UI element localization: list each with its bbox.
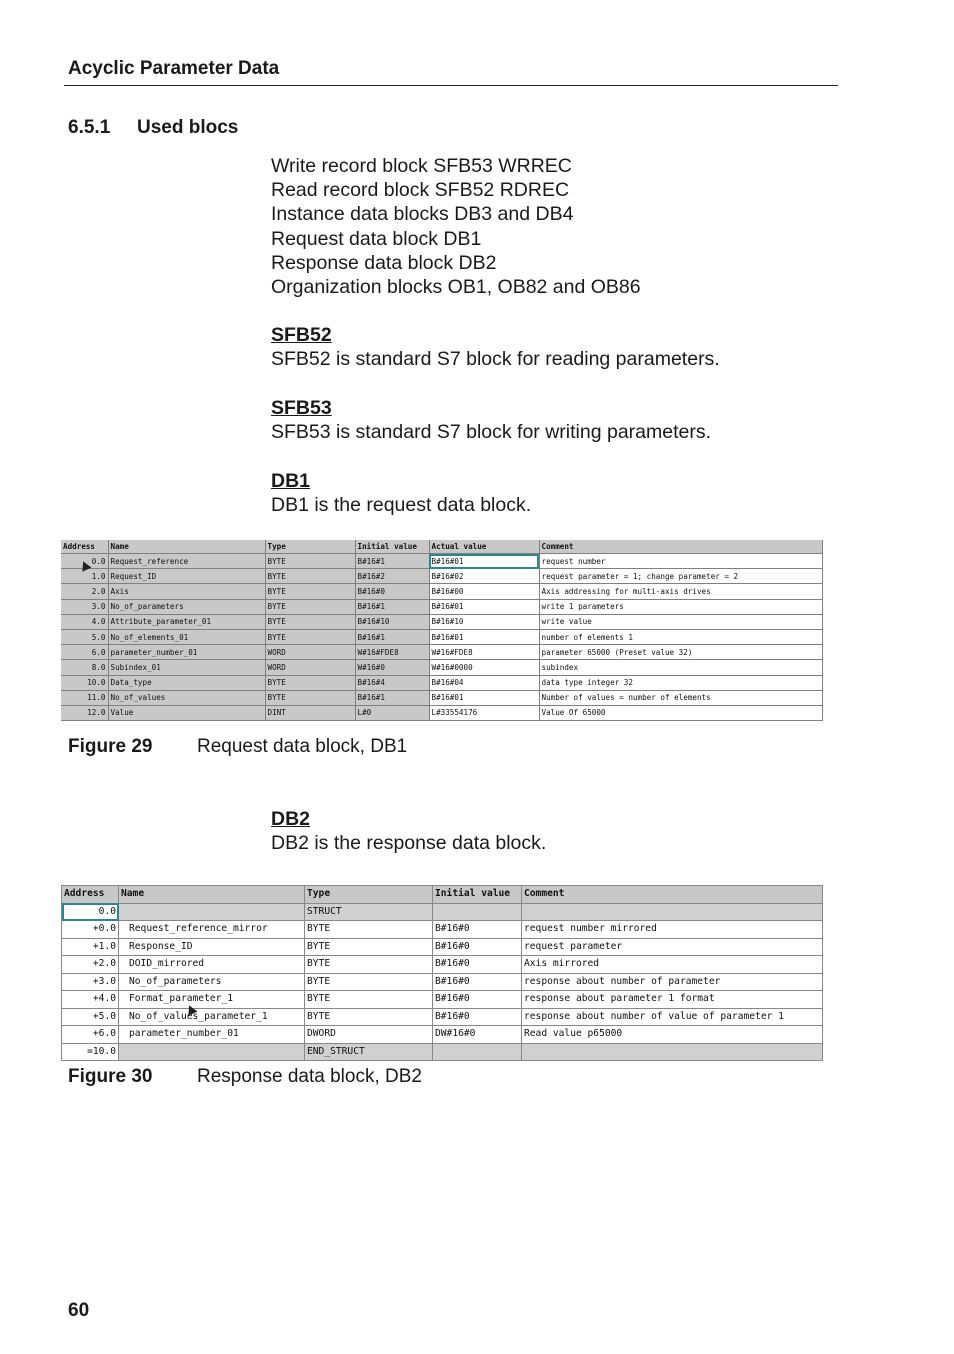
header-rule (64, 85, 838, 86)
table-cell[interactable]: Axis mirrored (522, 956, 823, 974)
column-header: Type (305, 886, 433, 904)
table-cell[interactable] (522, 1043, 823, 1061)
table-cell[interactable]: 2.0 (61, 584, 108, 599)
table-cell[interactable]: BYTE (265, 629, 355, 644)
table-cell[interactable]: Axis (108, 584, 265, 599)
table-cell[interactable]: BYTE (265, 599, 355, 614)
table-cell[interactable]: B#16#0 (433, 1008, 522, 1026)
table-cell[interactable]: BYTE (305, 1008, 433, 1026)
table-cell[interactable]: B#16#2 (355, 569, 429, 584)
table-cell[interactable] (119, 1043, 305, 1061)
table-cell[interactable]: 12.0 (61, 705, 108, 720)
table-cell[interactable]: +6.0 (62, 1026, 119, 1044)
table-cell[interactable]: Subindex_01 (108, 660, 265, 675)
table-cell[interactable]: parameter_number_01 (108, 645, 265, 660)
table-cell[interactable]: Request_ID (108, 569, 265, 584)
table-cell[interactable]: data type integer 32 (539, 675, 822, 690)
table-cell[interactable]: BYTE (305, 991, 433, 1009)
table-cell[interactable]: number of elements 1 (539, 629, 822, 644)
table-cell[interactable]: 8.0 (61, 660, 108, 675)
column-header: Comment (539, 540, 822, 554)
table-cell[interactable]: Value Of 65000 (539, 705, 822, 720)
table-cell[interactable]: BYTE (305, 956, 433, 974)
table-row[interactable] (62, 973, 823, 991)
table-cell[interactable]: B#16#0 (433, 973, 522, 991)
table-cell[interactable]: BYTE (305, 938, 433, 956)
table-cell[interactable]: END_STRUCT (305, 1043, 433, 1061)
table-cell[interactable]: B#16#0 (433, 938, 522, 956)
table-cell[interactable]: 10.0 (61, 675, 108, 690)
table-cell[interactable]: request parameter = 1; change parameter = 2 (539, 569, 822, 584)
list-item: Instance data blocks DB3 and DB4 (271, 203, 574, 226)
table-row[interactable] (61, 584, 822, 599)
table-cell[interactable]: 1.0 (61, 569, 108, 584)
table-cell[interactable]: Response_ID (119, 938, 305, 956)
table-cell[interactable]: response about parameter 1 format (522, 991, 823, 1009)
column-header: Name (108, 540, 265, 554)
table-cell[interactable]: +5.0 (62, 1008, 119, 1026)
column-header: Actual value (429, 540, 539, 554)
table-cell[interactable]: B#16#01 (429, 690, 539, 705)
table-cell[interactable]: Value (108, 705, 265, 720)
db2-heading: DB2 (271, 808, 311, 830)
list-item: Write record block SFB53 WRREC (271, 155, 572, 177)
table-row[interactable] (61, 645, 822, 660)
table-cell[interactable]: L#0 (355, 705, 429, 720)
table-cell[interactable]: L#33554176 (429, 705, 539, 720)
column-header: Comment (522, 886, 823, 904)
column-header: Address (61, 540, 108, 554)
table-cell[interactable]: BYTE (265, 569, 355, 584)
sfb53-text: SFB53 is standard S7 block for writing parameters. (271, 421, 712, 444)
table-cell[interactable]: B#16#1 (355, 629, 429, 644)
table-row[interactable] (62, 1043, 823, 1061)
table-cell[interactable]: write 1 parameters (539, 599, 822, 614)
db1-text: DB1 is the request data block. (271, 494, 532, 517)
db1-section (271, 469, 531, 517)
section-title: Used blocs (137, 117, 239, 138)
table-row[interactable] (62, 903, 823, 921)
figure-30-label: Figure 30 (68, 1066, 153, 1087)
table-cell[interactable]: parameter 65000 (Preset value 32) (539, 645, 822, 660)
table-cell[interactable]: 11.0 (61, 690, 108, 705)
table-cell[interactable]: B#16#01 (429, 629, 539, 644)
table-cell[interactable]: No_of_elements_01 (108, 629, 265, 644)
table-cell[interactable]: subindex (539, 660, 822, 675)
table-cell[interactable]: BYTE (305, 973, 433, 991)
table-cell[interactable]: request number mirrored (522, 921, 823, 939)
table-cell[interactable]: B#16#0 (433, 921, 522, 939)
table-row[interactable] (61, 660, 822, 675)
sfb53-section (271, 396, 711, 444)
table-row[interactable] (61, 554, 822, 569)
table-cell[interactable] (433, 903, 522, 921)
table-cell[interactable]: BYTE (305, 921, 433, 939)
table-cell[interactable]: BYTE (265, 675, 355, 690)
table-cell[interactable]: BYTE (265, 614, 355, 629)
table-cell[interactable]: B#16#10 (355, 614, 429, 629)
table-row[interactable] (62, 991, 823, 1009)
table-row[interactable] (62, 1026, 823, 1044)
table-cell[interactable]: No_of_parameters (119, 973, 305, 991)
table-cell[interactable]: Attribute_parameter_01 (108, 614, 265, 629)
table-row[interactable] (61, 629, 822, 644)
table-cell[interactable]: Request_reference_mirror (119, 921, 305, 939)
table-row[interactable] (62, 956, 823, 974)
table-row[interactable] (62, 938, 823, 956)
table-cell[interactable]: 4.0 (61, 614, 108, 629)
table-cell[interactable]: parameter_number_01 (119, 1026, 305, 1044)
sfb53-heading: SFB53 (271, 397, 332, 419)
column-header: Type (265, 540, 355, 554)
figure-29-label: Figure 29 (68, 736, 153, 757)
table-cell[interactable]: 0.0 (62, 903, 119, 921)
table-cell[interactable]: =10.0 (62, 1043, 119, 1061)
table-cell[interactable]: 3.0 (61, 599, 108, 614)
table-cell[interactable]: Read value p65000 (522, 1026, 823, 1044)
table-cell[interactable]: request number (539, 554, 822, 569)
list-item: Request data block DB1 (271, 227, 482, 250)
table-cell[interactable]: No_of_parameters (108, 599, 265, 614)
table-cell[interactable]: Number of values = number of elements (539, 690, 822, 705)
table-cell[interactable]: B#16#01 (429, 599, 539, 614)
table-cell[interactable]: Data_type (108, 675, 265, 690)
column-header: Address (62, 886, 119, 904)
figure-29-caption: Request data block, DB1 (197, 736, 408, 757)
table-cell[interactable]: B#16#4 (355, 675, 429, 690)
table-row[interactable] (61, 675, 822, 690)
table-cell[interactable]: 0.0 (61, 554, 108, 569)
sfb52-heading: SFB52 (271, 324, 332, 346)
table-header-row (61, 540, 822, 554)
db2-text: DB2 is the response data block. (271, 832, 547, 855)
db2-section (271, 807, 546, 855)
list-item: Read record block SFB52 RDREC (271, 179, 570, 202)
table-cell[interactable]: B#16#1 (355, 690, 429, 705)
table-cell[interactable]: 5.0 (61, 629, 108, 644)
table-row[interactable] (62, 921, 823, 939)
table-cell[interactable]: B#16#1 (355, 554, 429, 569)
table-cell[interactable]: BYTE (265, 554, 355, 569)
table-cell[interactable]: BYTE (265, 690, 355, 705)
section-number: 6.5.1 (68, 117, 111, 138)
table-row[interactable] (61, 690, 822, 705)
table-cell[interactable]: B#16#0 (355, 584, 429, 599)
table-row[interactable] (61, 569, 822, 584)
column-header: Initial value (433, 886, 522, 904)
figure-30-caption: Response data block, DB2 (197, 1066, 422, 1087)
db1-heading: DB1 (271, 470, 311, 492)
table-cell[interactable] (433, 1043, 522, 1061)
table-cell[interactable]: DW#16#0 (433, 1026, 522, 1044)
column-header: Initial value (355, 540, 429, 554)
table-cell[interactable] (119, 903, 305, 921)
table-cell[interactable]: BYTE (265, 584, 355, 599)
table-row[interactable] (61, 705, 822, 720)
table-cell[interactable]: Format_parameter_1 (119, 991, 305, 1009)
table-cell[interactable]: WORD (265, 660, 355, 675)
table-cell[interactable]: No_of_values (108, 690, 265, 705)
table-cell[interactable]: WORD (265, 645, 355, 660)
table-row[interactable] (62, 1008, 823, 1026)
table-cell[interactable]: B#16#02 (429, 569, 539, 584)
table-cell[interactable]: 6.0 (61, 645, 108, 660)
table-cell[interactable]: B#16#0 (433, 956, 522, 974)
table-cell[interactable]: B#16#04 (429, 675, 539, 690)
table-cell[interactable]: response about number of parameter (522, 973, 823, 991)
table-cell[interactable]: request parameter (522, 938, 823, 956)
page-number: 60 (68, 1300, 90, 1321)
table-cell[interactable]: B#16#1 (355, 599, 429, 614)
table-cell[interactable]: +3.0 (62, 973, 119, 991)
table-cell[interactable]: STRUCT (305, 903, 433, 921)
table-cell[interactable]: No_of_values_parameter_1 (119, 1008, 305, 1026)
table-cell[interactable]: +0.0 (62, 921, 119, 939)
table-cell[interactable]: +4.0 (62, 991, 119, 1009)
table-header-row (62, 886, 823, 904)
running-header: Acyclic Parameter Data (68, 58, 280, 79)
sfb52-text: SFB52 is standard S7 block for reading parameters. (271, 348, 720, 371)
table-cell[interactable]: W#16#FDE8 (429, 645, 539, 660)
table-cell[interactable]: +1.0 (62, 938, 119, 956)
table-cell[interactable]: DOID_mirrored (119, 956, 305, 974)
table-cell[interactable]: write value (539, 614, 822, 629)
table-cell[interactable]: DWORD (305, 1026, 433, 1044)
table-row[interactable] (61, 599, 822, 614)
table-cell[interactable]: B#16#01 (429, 554, 539, 569)
table-cell[interactable]: DINT (265, 705, 355, 720)
table-cell[interactable]: W#16#FDE8 (355, 645, 429, 660)
table-cell[interactable]: B#16#00 (429, 584, 539, 599)
table-cell[interactable]: W#16#0 (355, 660, 429, 675)
table-cell[interactable]: B#16#0 (433, 991, 522, 1009)
blocks-list (271, 154, 641, 299)
db1-table (61, 540, 823, 721)
db2-table (61, 885, 823, 1061)
table-cell[interactable]: response about number of value of parameter 1 (522, 1008, 823, 1026)
list-item: Organization blocks OB1, OB82 and OB86 (271, 276, 641, 299)
table-row[interactable] (61, 614, 822, 629)
list-item: Response data block DB2 (271, 251, 497, 274)
table-cell[interactable] (522, 903, 823, 921)
table-cell[interactable]: +2.0 (62, 956, 119, 974)
table-cell[interactable]: Request_reference (108, 554, 265, 569)
table-cell[interactable]: B#16#10 (429, 614, 539, 629)
sfb52-section (271, 323, 720, 371)
table-cell[interactable]: W#16#0000 (429, 660, 539, 675)
table-cell[interactable]: Axis addressing for multi-axis drives (539, 584, 822, 599)
column-header: Name (119, 886, 305, 904)
